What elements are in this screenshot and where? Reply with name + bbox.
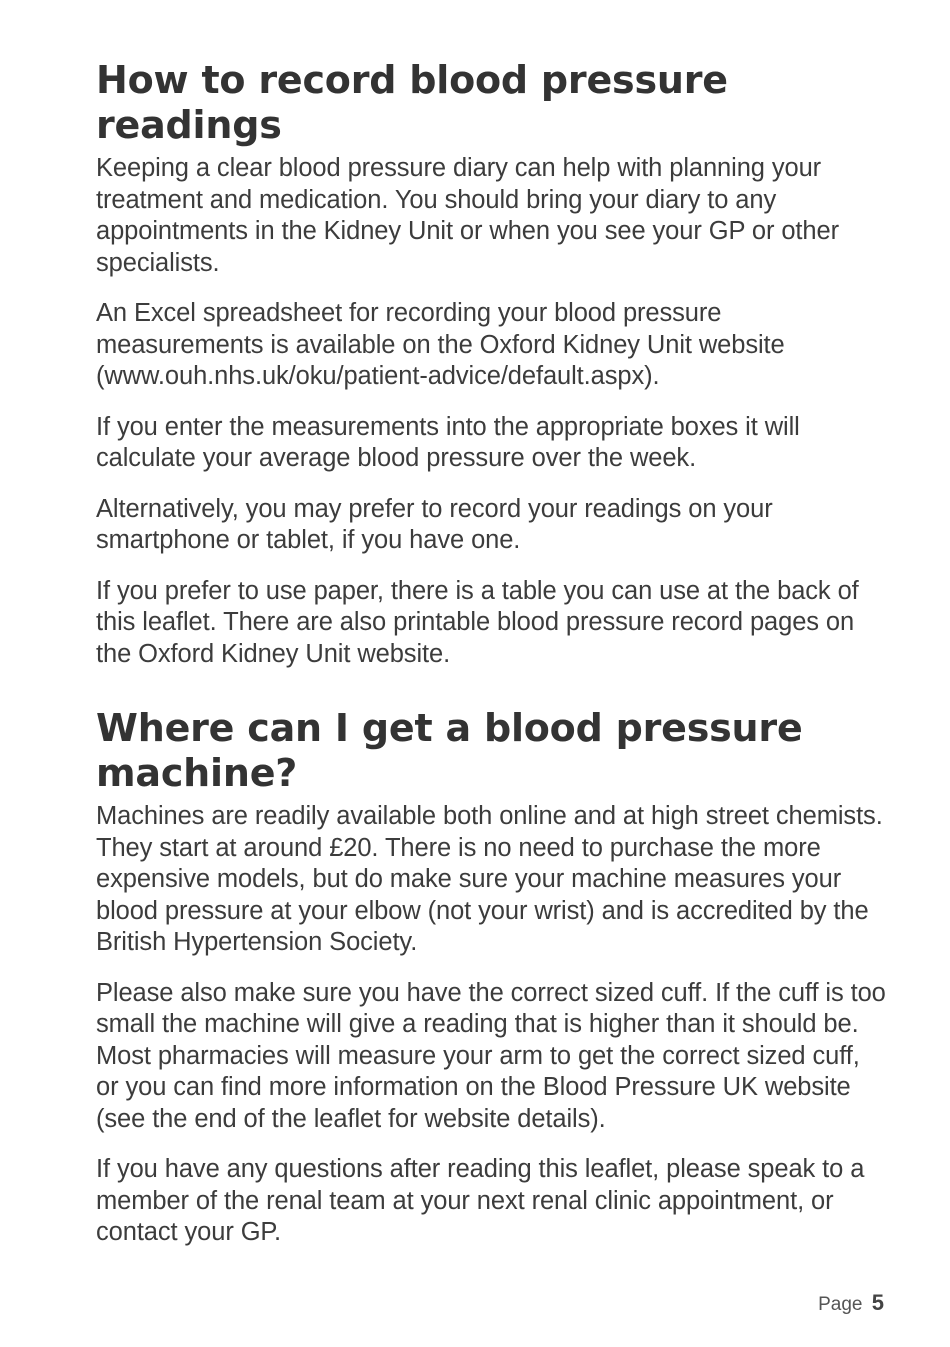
paragraph-cuff: Please also make sure you have the correct sized cuff. If the cuff is too small the machine will give a reading that is higher than it should be. Most pharmacies will measure your arm to get the correct sized cuff, or you can find more information on the Blood Pressure UK website (see the end of the leaflet for website details). — [96, 978, 886, 1133]
page-number: 5 — [871, 1290, 884, 1315]
paragraph-smartphone: Alternatively, you may prefer to record your readings on your smartphone or tablet, if you have one. — [96, 494, 773, 554]
paragraph-diary: Keeping a clear blood pressure diary can help with planning your treatment and medication. You should bring your diary to any appointments in the Kidney Unit or when you see your GP or other specialists. — [96, 154, 839, 277]
page-label: Page — [818, 1294, 863, 1315]
paragraph-measurements: If you enter the measurements into the appropriate boxes it will calculate your average blood pressure over the week. — [96, 412, 800, 472]
paragraph-paper: If you prefer to use paper, there is a table you can use at the back of this leaflet. There are also printable blood pressure record pages on the Oxford Kidney Unit website. — [96, 576, 859, 668]
section-heading-record-readings: How to record blood pressure readings — [96, 58, 728, 147]
page-footer — [818, 1290, 884, 1316]
paragraph-spreadsheet: An Excel spreadsheet for recording your blood pressure measurements is available on the Oxford Kidney Unit website (www.ouh.nhs.uk/oku/patient-advice/default.aspx). — [96, 299, 785, 390]
document-page — [96, 58, 886, 1249]
section-heading-get-machine: Where can I get a blood pressure machine? — [96, 706, 803, 795]
paragraph-machines: Machines are readily available both online and at high street chemists. They start at around £20. There is no need to purchase the more expensive models, but do make sure your machine measures your blood pressure at your elbow (not your wrist) and is accredited by the British Hypertension Society. — [96, 802, 883, 956]
paragraph-questions: If you have any questions after reading this leaflet, please speak to a member of the renal team at your next renal clinic appointment, or contact your GP. — [96, 1155, 865, 1246]
